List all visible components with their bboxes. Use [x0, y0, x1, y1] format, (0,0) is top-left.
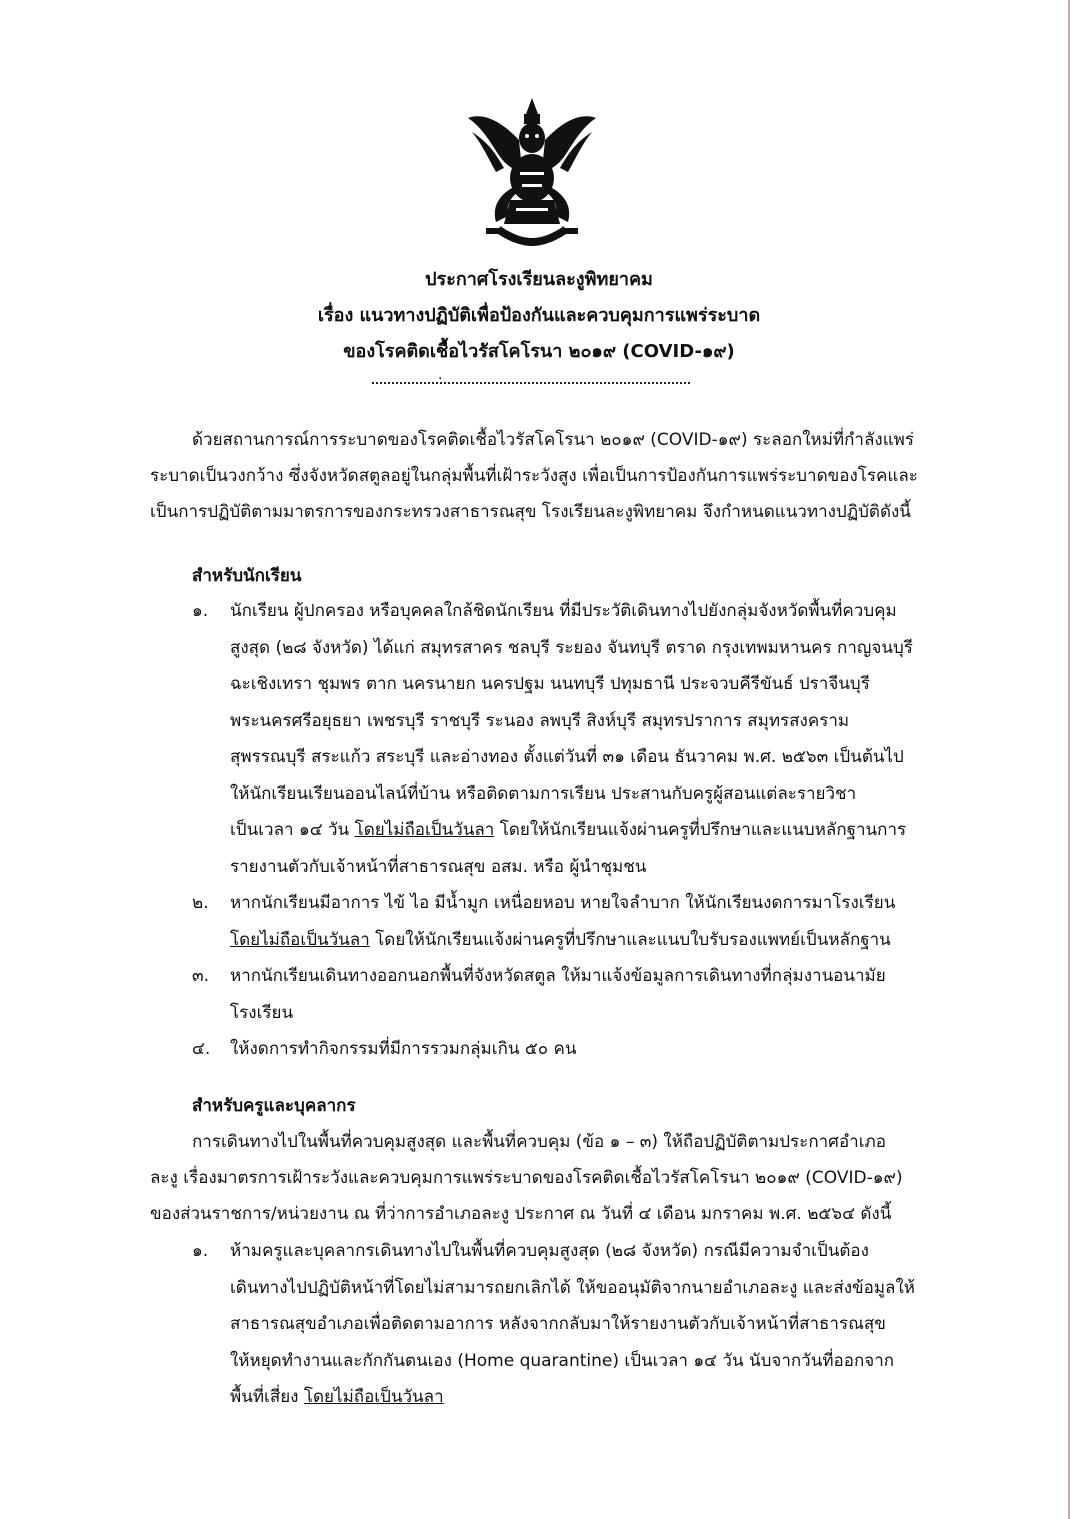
- item-text: โดยให้นักเรียนแจ้งผ่านครูที่ปรึกษาและแนบใบรับรองแพทย์เป็นหลักฐาน: [369, 929, 891, 950]
- list-item: [192, 958, 952, 1031]
- item-number: ๑.: [192, 1241, 209, 1261]
- item-number: ๔.: [192, 1039, 211, 1059]
- staff-intro-line: ของส่วนราชการ/หน่วยงาน ณ ที่ว่าการอำเภอละงู ประกาศ ณ วันที่ ๔ เดือน มกราคม พ.ศ. ๒๕๖๔ ดังนี้: [150, 1204, 892, 1224]
- underlined-text: โดยไม่ถือเป็นวันลา: [230, 929, 370, 950]
- item-line: พระนครศรีอยุธยา เพชรบุรี ราชบุรี ระนอง ลพบุรี สิงห์บุรี สมุทรปราการ สมุทรสงคราม: [230, 710, 850, 731]
- item-line: หากนักเรียนเดินทางออกนอกพื้นที่จังหวัดสตูล ให้มาแจ้งข้อมูลการเดินทางที่กลุ่มงานอนามัย: [230, 966, 886, 986]
- item-line: ห้ามครูและบุคลากรเดินทางไปในพื้นที่ควบคุมสูงสุด (๒๘ จังหวัด) กรณีมีความจำเป็นต้อง: [230, 1241, 869, 1261]
- announcement-header: [0, 262, 1078, 370]
- item-line: สูงสุด (๒๘ จังหวัด) ได้แก่ สมุทรสาคร ชลบุรี ระยอง จันทบุรี ตราด กรุงเทพมหานคร กาญจนบุรี: [230, 637, 913, 658]
- item-line: ให้นักเรียนเรียนออนไลน์ที่บ้าน หรือติดตามการเรียน ประสานกับครูผู้สอนแต่ละรายวิชา: [230, 783, 857, 804]
- item-text: โดยให้นักเรียนแจ้งผ่านครูที่ปรึกษาและแนบหลักฐานการ: [494, 820, 907, 840]
- staff-heading: สำหรับครูและบุคลากร: [192, 1096, 356, 1116]
- page-edge-line: [1068, 0, 1070, 1519]
- item-line: สุพรรณบุรี สระแก้ว สระบุรี และอ่างทอง ตั้งแต่วันที่ ๓๑ เดือน ธันวาคม พ.ศ. ๒๕๖๓ เป็นต้นไป: [230, 747, 904, 767]
- list-item: [192, 1031, 952, 1068]
- intro-paragraph: [150, 422, 950, 530]
- header-subject-cont: ของโรคติดเชื้อไวรัสโคโรนา ๒๐๑๙ (COVID-๑๙): [343, 341, 735, 362]
- staff-list: [192, 1233, 952, 1416]
- item-line: [230, 812, 913, 849]
- intro-line: ด้วยสถานการณ์การระบาดของโรคติดเชื้อไวรัสโคโรนา ๒๐๑๙ (COVID-๑๙) ระลอกใหม่ที่กำลังแพร่: [192, 430, 914, 450]
- garuda-emblem-icon: [462, 92, 602, 252]
- list-item: [192, 885, 952, 958]
- item-line: [230, 922, 895, 959]
- underlined-text: โดยไม่ถือเป็นวันลา: [303, 1387, 444, 1407]
- students-heading: สำหรับนักเรียน: [192, 566, 302, 586]
- item-number: ๒.: [192, 893, 209, 913]
- item-line: [230, 1379, 915, 1416]
- item-number: ๓.: [192, 966, 210, 986]
- header-subject: เรื่อง แนวทางปฏิบัติเพื่อป้องกันและควบคุมการแพร่ระบาด: [317, 305, 761, 326]
- staff-intro-line: การเดินทางไปในพื้นที่ควบคุมสูงสุด และพื้นที่ควบคุม (ข้อ ๑ – ๓) ให้ถือปฏิบัติตามประกาศอำเภอ: [192, 1132, 886, 1152]
- students-list: [192, 593, 952, 1068]
- intro-line: ระบาดเป็นวงกว้าง ซึ่งจังหวัดสตูลอยู่ในกลุ่มพื้นที่เฝ้าระวังสูง เพื่อเป็นการป้องกันการแพร่ระบาดของโรคและ: [150, 466, 918, 486]
- intro-line: เป็นการปฏิบัติตามมาตรการของกระทรวงสาธารณสุข โรงเรียนละงูพิทยาคม จึงกำหนดแนวทางปฏิบัติดังนี้: [150, 502, 911, 522]
- item-text: พื้นที่เสี่ยง: [230, 1387, 304, 1407]
- item-text: เป็นเวลา ๑๔ วัน: [230, 820, 355, 840]
- item-line: โรงเรียน: [230, 1002, 294, 1023]
- staff-intro-line: ละงู เรื่องมาตรการเฝ้าระวังและควบคุมการแพร่ระบาดของโรคติดเชื้อไวรัสโคโรนา ๒๐๑๙ (COVID-๑๙): [150, 1168, 903, 1188]
- item-line: นักเรียน ผู้ปกครอง หรือบุคคลใกล้ชิดนักเรียน ที่มีประวัติเดินทางไปยังกลุ่มจังหวัดพื้นที่ควบคุม: [230, 601, 897, 621]
- dotted-divider: [372, 382, 690, 384]
- item-line: ให้หยุดทำงานและกักกันตนเอง (Home quarantine) เป็นเวลา ๑๔ วัน นับจากวันที่ออกจาก: [230, 1350, 895, 1371]
- small-dot: .: [438, 367, 443, 383]
- item-line: เดินทางไปปฏิบัติหน้าที่โดยไม่สามารถยกเลิกได้ ให้ขออนุมัติจากนายอำเภอละงู และส่งข้อมูลให้: [230, 1277, 915, 1298]
- item-line: สาธารณสุขอำเภอเพื่อติดตามอาการ หลังจากกลับมาให้รายงานตัวกับเจ้าหน้าที่สาธารณสุข: [230, 1314, 886, 1334]
- underlined-text: โดยไม่ถือเป็นวันลา: [354, 820, 495, 840]
- staff-intro-paragraph: [150, 1124, 950, 1232]
- item-line: รายงานตัวกับเจ้าหน้าที่สาธารณสุข อสม. หรือ ผู้นำชุมชน: [230, 856, 647, 877]
- item-line: ให้งดการทำกิจกรรมที่มีการรวมกลุ่มเกิน ๕๐ คน: [230, 1039, 577, 1059]
- list-item: [192, 1233, 952, 1416]
- list-item: [192, 593, 952, 885]
- header-title: ประกาศโรงเรียนละงูพิทยาคม: [425, 269, 653, 290]
- item-line: ฉะเชิงเทรา ชุมพร ตาก นครนายก นครปฐม นนทบุรี ปทุมธานี ประจวบคีรีขันธ์ ปราจีนบุรี: [230, 674, 870, 694]
- item-number: ๑.: [192, 601, 209, 621]
- item-line: หากนักเรียนมีอาการ ไข้ ไอ มีน้ำมูก เหนื่อยหอบ หายใจลำบาก ให้นักเรียนงดการมาโรงเรียน: [230, 893, 896, 913]
